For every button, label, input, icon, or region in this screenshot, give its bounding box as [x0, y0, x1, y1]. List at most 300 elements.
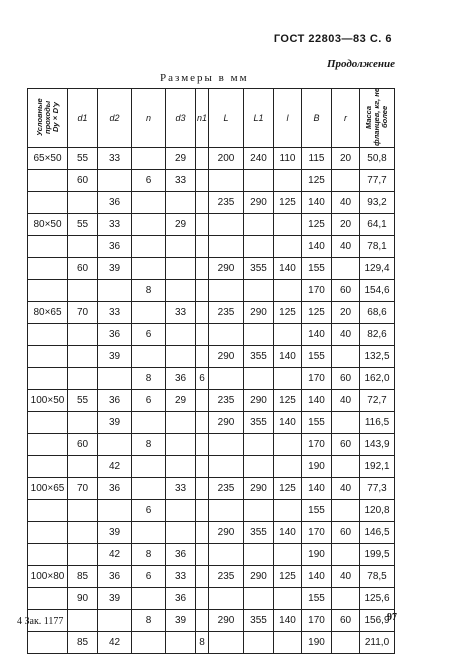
table-cell: 36 — [98, 566, 132, 588]
table-cell — [166, 500, 196, 522]
table-cell — [98, 610, 132, 632]
table-row — [28, 610, 395, 632]
table-cell — [196, 588, 209, 610]
table-cell: 33 — [98, 148, 132, 170]
nominal-size-cell — [28, 412, 68, 434]
table-cell: 64,1 — [360, 214, 395, 236]
table-cell — [132, 632, 166, 654]
table-cell — [68, 324, 98, 346]
table-cell — [166, 632, 196, 654]
table-cell — [196, 412, 209, 434]
table-cell: 55 — [68, 148, 98, 170]
table-row — [28, 170, 395, 192]
table-cell — [166, 522, 196, 544]
table-cell: 125 — [302, 214, 332, 236]
table-cell: 155 — [302, 346, 332, 368]
table-cell — [274, 170, 302, 192]
table-cell — [332, 258, 360, 280]
table-cell — [132, 214, 166, 236]
table-cell: 355 — [244, 412, 274, 434]
table-cell: 50,8 — [360, 148, 395, 170]
table-cell — [132, 302, 166, 324]
table-cell: 290 — [244, 478, 274, 500]
table-cell — [274, 280, 302, 302]
table-cell — [332, 500, 360, 522]
table-cell: 132,5 — [360, 346, 395, 368]
flange-dimensions-table — [27, 88, 395, 654]
table-cell — [166, 456, 196, 478]
table-cell: 8 — [132, 610, 166, 632]
table-cell — [132, 456, 166, 478]
table-cell: 290 — [244, 302, 274, 324]
table-cell — [132, 148, 166, 170]
table-cell — [209, 368, 244, 390]
table-cell: 125 — [274, 566, 302, 588]
table-cell — [132, 258, 166, 280]
table-cell: 42 — [98, 544, 132, 566]
table-cell: 125 — [274, 390, 302, 412]
table-cell: 39 — [98, 258, 132, 280]
nominal-size-cell — [28, 368, 68, 390]
table-row — [28, 258, 395, 280]
table-cell: 129,4 — [360, 258, 395, 280]
table-row — [28, 632, 395, 654]
table-cell — [98, 434, 132, 456]
table-cell: 125 — [302, 170, 332, 192]
table-cell: 55 — [68, 214, 98, 236]
table-cell — [244, 456, 274, 478]
table-cell: 235 — [209, 478, 244, 500]
table-cell: 36 — [166, 544, 196, 566]
table-cell: 190 — [302, 456, 332, 478]
table-row — [28, 412, 395, 434]
table-cell: 33 — [166, 478, 196, 500]
table-cell — [68, 192, 98, 214]
standard-header: ГОСТ 22803—83 С. 6 — [273, 33, 392, 45]
table-row — [28, 566, 395, 588]
table-cell: 6 — [132, 170, 166, 192]
table-cell: 20 — [332, 302, 360, 324]
table-cell: 140 — [302, 478, 332, 500]
table-cell — [132, 236, 166, 258]
table-cell: 93,2 — [360, 192, 395, 214]
table-cell — [196, 478, 209, 500]
table-cell: 70 — [68, 302, 98, 324]
table-row — [28, 390, 395, 412]
table-cell — [132, 346, 166, 368]
table-cell: 290 — [209, 258, 244, 280]
table-cell — [132, 412, 166, 434]
continuation-label: Продолжение — [326, 58, 395, 70]
table-cell — [196, 610, 209, 632]
nominal-size-cell: 100×50 — [28, 390, 68, 412]
table-cell: 40 — [332, 390, 360, 412]
table-cell: 29 — [166, 390, 196, 412]
table-cell: 170 — [302, 280, 332, 302]
table-cell: 170 — [302, 368, 332, 390]
table-cell: 170 — [302, 522, 332, 544]
table-cell: 33 — [166, 170, 196, 192]
table-cell: 20 — [332, 148, 360, 170]
table-cell — [166, 324, 196, 346]
table-cell — [209, 544, 244, 566]
table-cell — [166, 258, 196, 280]
table-cell — [68, 368, 98, 390]
table-cell — [68, 610, 98, 632]
column-header: n — [132, 89, 166, 148]
table-cell — [244, 500, 274, 522]
table-cell: 40 — [332, 236, 360, 258]
nominal-size-cell — [28, 280, 68, 302]
table-row — [28, 434, 395, 456]
column-header: d3 — [166, 89, 196, 148]
table-cell — [166, 412, 196, 434]
table-cell — [196, 390, 209, 412]
nominal-size-cell — [28, 258, 68, 280]
table-cell — [209, 170, 244, 192]
nominal-size-cell — [28, 434, 68, 456]
table-cell: 170 — [302, 610, 332, 632]
table-cell: 68,6 — [360, 302, 395, 324]
table-cell — [274, 368, 302, 390]
table-cell: 78,5 — [360, 566, 395, 588]
table-cell — [196, 258, 209, 280]
table-cell — [98, 170, 132, 192]
table-cell: 8 — [132, 544, 166, 566]
table-cell: 60 — [68, 170, 98, 192]
table-row — [28, 280, 395, 302]
table-cell — [196, 456, 209, 478]
table-cell: 155 — [302, 258, 332, 280]
table-cell — [274, 324, 302, 346]
table-cell: 170 — [302, 434, 332, 456]
table-cell: 116,5 — [360, 412, 395, 434]
table-cell: 33 — [166, 302, 196, 324]
table-cell — [332, 170, 360, 192]
table-row — [28, 478, 395, 500]
table-cell — [196, 346, 209, 368]
table-cell — [132, 192, 166, 214]
table-cell: 192,1 — [360, 456, 395, 478]
table-cell: 36 — [166, 368, 196, 390]
table-cell — [244, 544, 274, 566]
nominal-size-cell — [28, 500, 68, 522]
table-cell: 290 — [209, 610, 244, 632]
table-cell: 162,0 — [360, 368, 395, 390]
table-cell: 33 — [166, 566, 196, 588]
table-cell — [196, 170, 209, 192]
table-cell: 36 — [98, 478, 132, 500]
table-cell: 190 — [302, 632, 332, 654]
column-header: r — [332, 89, 360, 148]
nominal-size-cell — [28, 170, 68, 192]
table-cell — [166, 346, 196, 368]
column-header: Условные проходы Dy×D'y — [28, 89, 68, 148]
table-cell — [98, 500, 132, 522]
table-cell — [196, 324, 209, 346]
table-cell: 55 — [68, 390, 98, 412]
table-cell: 42 — [98, 632, 132, 654]
table-cell: 6 — [132, 390, 166, 412]
table-cell: 140 — [302, 236, 332, 258]
table-cell — [68, 280, 98, 302]
table-cell: 6 — [132, 566, 166, 588]
table-cell — [196, 192, 209, 214]
table-cell: 199,5 — [360, 544, 395, 566]
table-cell: 290 — [209, 346, 244, 368]
table-cell — [244, 632, 274, 654]
table-cell — [209, 236, 244, 258]
dimensions-caption: Размеры в мм — [160, 72, 249, 84]
table-cell: 290 — [244, 566, 274, 588]
table-cell: 77,7 — [360, 170, 395, 192]
table-cell — [244, 588, 274, 610]
table-cell: 39 — [98, 412, 132, 434]
table-cell: 60 — [332, 368, 360, 390]
table-cell: 115 — [302, 148, 332, 170]
table-cell: 125 — [302, 302, 332, 324]
table-cell: 140 — [302, 390, 332, 412]
table-cell: 90 — [68, 588, 98, 610]
table-cell: 125 — [274, 478, 302, 500]
table-cell: 77,3 — [360, 478, 395, 500]
table-cell — [209, 280, 244, 302]
column-header: n1 — [196, 89, 209, 148]
table-row — [28, 302, 395, 324]
table-cell — [209, 588, 244, 610]
table-cell: 146,5 — [360, 522, 395, 544]
table-cell: 29 — [166, 148, 196, 170]
table-cell: 39 — [98, 588, 132, 610]
table-cell: 355 — [244, 346, 274, 368]
table-cell: 60 — [68, 258, 98, 280]
nominal-size-cell — [28, 544, 68, 566]
table-cell: 125,6 — [360, 588, 395, 610]
table-cell — [98, 368, 132, 390]
table-header-row — [28, 89, 395, 148]
table-cell: 39 — [98, 346, 132, 368]
nominal-size-cell: 100×65 — [28, 478, 68, 500]
table-cell: 155 — [302, 500, 332, 522]
table-cell — [68, 236, 98, 258]
table-cell: 200 — [209, 148, 244, 170]
nominal-size-cell — [28, 192, 68, 214]
table-cell: 36 — [98, 236, 132, 258]
table-cell — [274, 434, 302, 456]
table-cell: 78,1 — [360, 236, 395, 258]
table-row — [28, 346, 395, 368]
table-row — [28, 456, 395, 478]
table-cell: 290 — [209, 412, 244, 434]
table-cell: 155 — [302, 412, 332, 434]
table-row — [28, 368, 395, 390]
table-cell — [209, 500, 244, 522]
table-cell: 355 — [244, 258, 274, 280]
table-cell — [196, 434, 209, 456]
table-row — [28, 544, 395, 566]
table-cell — [244, 170, 274, 192]
nominal-size-cell — [28, 632, 68, 654]
table-cell: 60 — [332, 522, 360, 544]
table-cell: 110 — [274, 148, 302, 170]
table-cell: 125 — [274, 192, 302, 214]
table-cell — [68, 346, 98, 368]
nominal-size-cell — [28, 346, 68, 368]
table-cell — [196, 566, 209, 588]
table-cell: 40 — [332, 192, 360, 214]
table-cell — [132, 478, 166, 500]
nominal-size-cell — [28, 588, 68, 610]
table-cell — [332, 544, 360, 566]
table-cell: 355 — [244, 522, 274, 544]
nominal-size-cell: 100×80 — [28, 566, 68, 588]
nominal-size-cell — [28, 324, 68, 346]
column-header: Масса фланцев, кг, не более — [360, 89, 395, 148]
table-cell: 125 — [274, 302, 302, 324]
table-cell: 40 — [332, 566, 360, 588]
table-cell — [166, 192, 196, 214]
table-row — [28, 588, 395, 610]
table-cell: 36 — [98, 324, 132, 346]
table-cell — [274, 632, 302, 654]
table-cell: 140 — [274, 610, 302, 632]
nominal-size-cell — [28, 456, 68, 478]
table-cell: 143,9 — [360, 434, 395, 456]
table-cell: 6 — [132, 500, 166, 522]
table-cell: 39 — [98, 522, 132, 544]
table-cell — [209, 434, 244, 456]
table-cell: 40 — [332, 324, 360, 346]
table-cell: 190 — [302, 544, 332, 566]
table-cell — [274, 214, 302, 236]
table-cell — [196, 148, 209, 170]
table-cell — [209, 324, 244, 346]
table-cell: 40 — [332, 478, 360, 500]
table-cell: 33 — [98, 214, 132, 236]
table-cell: 140 — [302, 566, 332, 588]
table-cell — [244, 236, 274, 258]
table-cell — [132, 588, 166, 610]
column-header: L1 — [244, 89, 274, 148]
table-cell: 8 — [196, 632, 209, 654]
table-cell: 155 — [302, 588, 332, 610]
table-row — [28, 324, 395, 346]
table-cell — [332, 588, 360, 610]
table-cell: 140 — [274, 412, 302, 434]
table-cell: 33 — [98, 302, 132, 324]
table-cell — [274, 588, 302, 610]
table-cell: 154,6 — [360, 280, 395, 302]
table-cell: 29 — [166, 214, 196, 236]
table-cell — [244, 280, 274, 302]
table-cell: 140 — [274, 522, 302, 544]
column-header: l — [274, 89, 302, 148]
table-cell: 42 — [98, 456, 132, 478]
table-cell: 140 — [274, 258, 302, 280]
table-cell: 6 — [196, 368, 209, 390]
table-cell — [68, 456, 98, 478]
table-row — [28, 192, 395, 214]
table-cell — [274, 456, 302, 478]
table-row — [28, 148, 395, 170]
nominal-size-cell: 80×50 — [28, 214, 68, 236]
table-row — [28, 522, 395, 544]
table-cell — [244, 434, 274, 456]
table-cell: 240 — [244, 148, 274, 170]
table-cell: 60 — [68, 434, 98, 456]
table-cell — [166, 236, 196, 258]
table-cell — [244, 324, 274, 346]
table-cell — [98, 280, 132, 302]
table-cell — [196, 214, 209, 236]
table-cell — [196, 544, 209, 566]
table-cell: 355 — [244, 610, 274, 632]
table-cell: 156,9 — [360, 610, 395, 632]
table-cell: 235 — [209, 192, 244, 214]
table-cell: 6 — [132, 324, 166, 346]
table-cell: 140 — [302, 192, 332, 214]
table-row — [28, 236, 395, 258]
table-cell — [244, 368, 274, 390]
table-cell: 36 — [98, 390, 132, 412]
table-cell: 235 — [209, 390, 244, 412]
table-cell — [274, 544, 302, 566]
table-cell — [209, 456, 244, 478]
column-header: d2 — [98, 89, 132, 148]
table-row — [28, 500, 395, 522]
table-cell — [332, 456, 360, 478]
table-cell: 39 — [166, 610, 196, 632]
table-cell — [68, 412, 98, 434]
table-cell: 290 — [244, 390, 274, 412]
page-number: 97 — [387, 612, 397, 623]
nominal-size-cell: 65×50 — [28, 148, 68, 170]
table-cell — [196, 280, 209, 302]
table-cell — [332, 632, 360, 654]
table-cell — [274, 500, 302, 522]
table-cell: 60 — [332, 280, 360, 302]
table-cell — [166, 280, 196, 302]
table-cell — [68, 500, 98, 522]
table-cell — [196, 522, 209, 544]
table-cell: 8 — [132, 368, 166, 390]
nominal-size-cell — [28, 522, 68, 544]
table-cell — [196, 302, 209, 324]
nominal-size-cell: 80×65 — [28, 302, 68, 324]
table-cell: 85 — [68, 566, 98, 588]
table-cell — [166, 434, 196, 456]
column-header: d1 — [68, 89, 98, 148]
table-cell: 85 — [68, 632, 98, 654]
table-cell: 8 — [132, 434, 166, 456]
table-cell: 140 — [302, 324, 332, 346]
table-cell: 211,0 — [360, 632, 395, 654]
table-cell: 36 — [98, 192, 132, 214]
table-cell: 235 — [209, 302, 244, 324]
table-cell — [332, 412, 360, 434]
table-cell — [209, 632, 244, 654]
table-cell — [196, 236, 209, 258]
table-cell: 70 — [68, 478, 98, 500]
table-cell: 72,7 — [360, 390, 395, 412]
table-row — [28, 214, 395, 236]
table-cell: 8 — [132, 280, 166, 302]
table-cell — [209, 214, 244, 236]
table-cell — [196, 500, 209, 522]
table-cell: 60 — [332, 434, 360, 456]
table-cell — [332, 346, 360, 368]
table-cell: 290 — [244, 192, 274, 214]
